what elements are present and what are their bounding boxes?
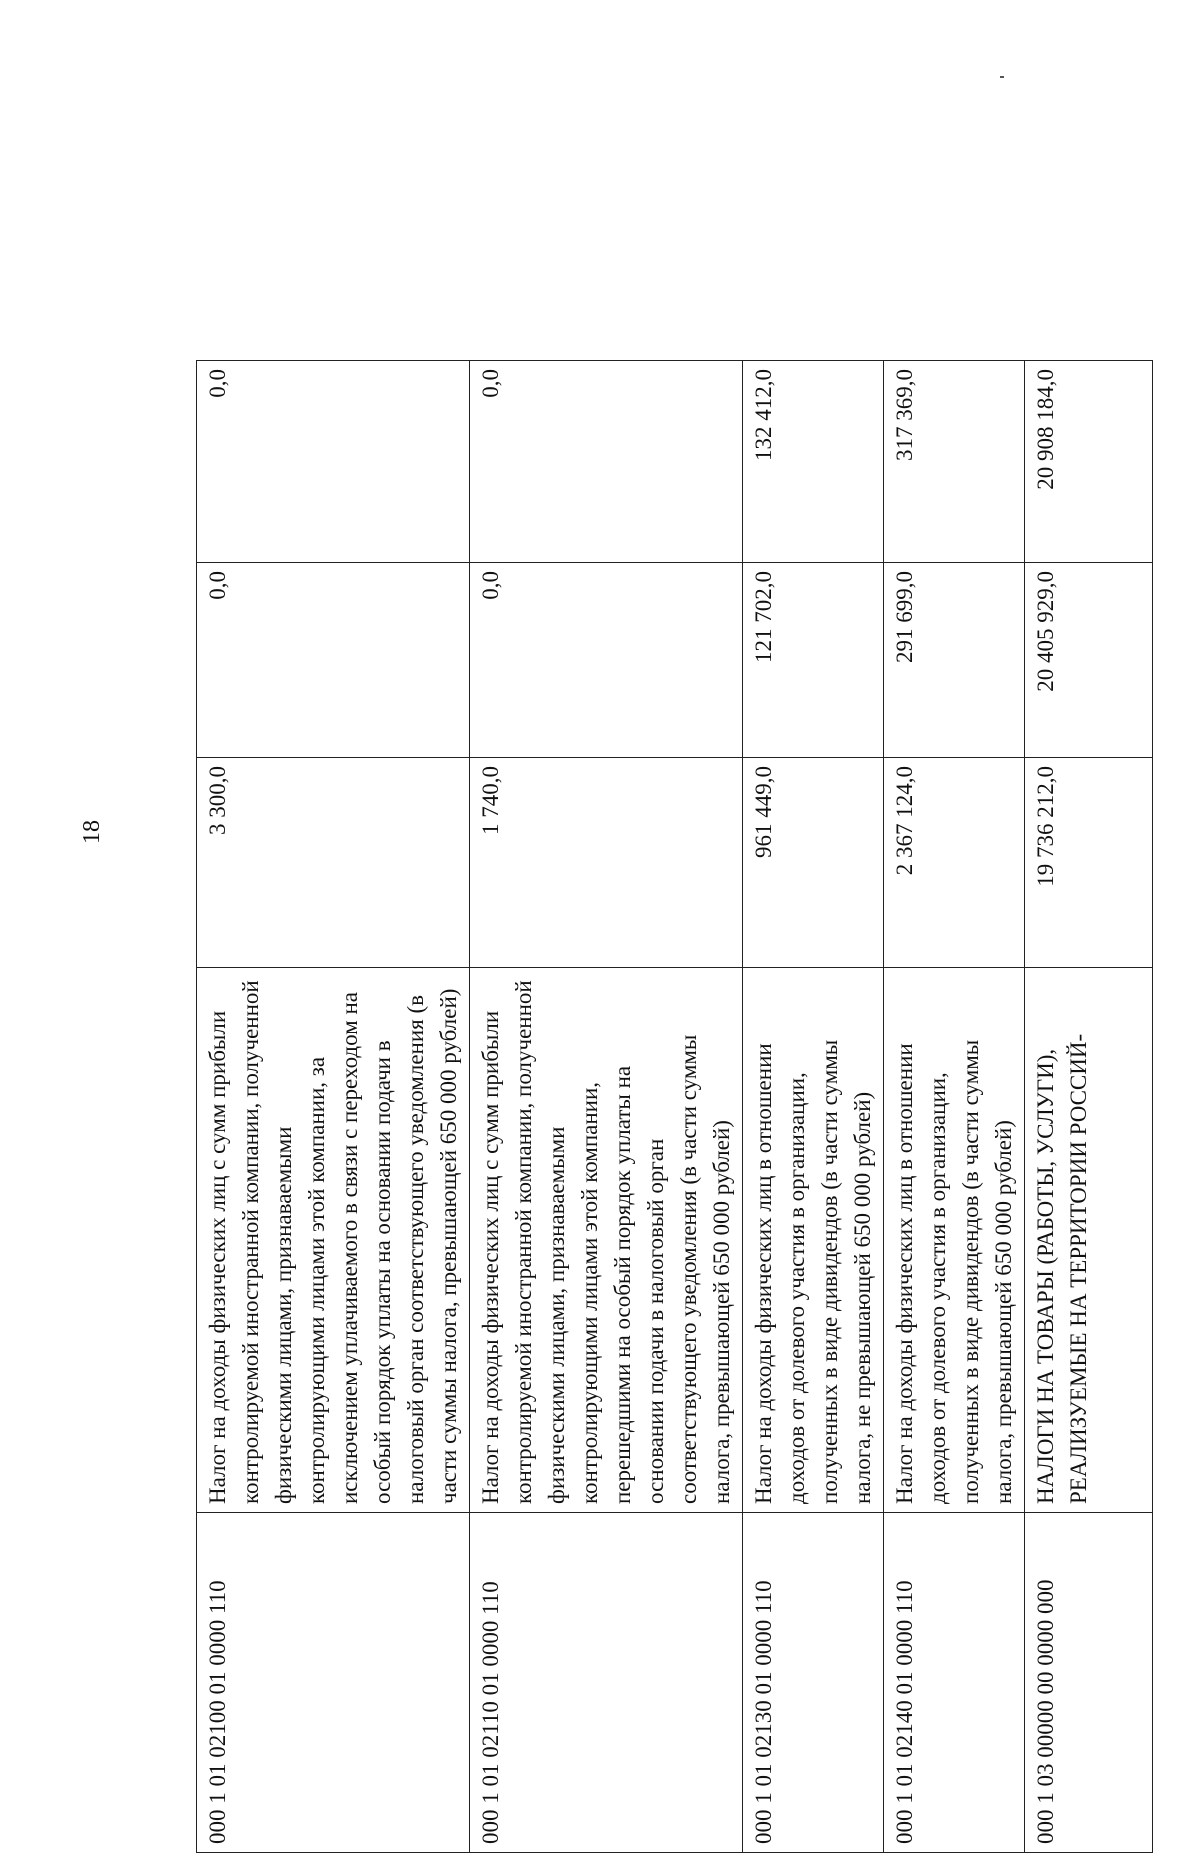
amount-cell-1: 3 300,0 bbox=[197, 758, 470, 968]
amount-cell-3: 0,0 bbox=[470, 361, 743, 563]
table-row bbox=[197, 361, 470, 1853]
amount-cell-3: 20 908 184,0 bbox=[1025, 361, 1153, 563]
amount-cell-3: 317 369,0 bbox=[884, 361, 1025, 563]
scan-speck bbox=[1000, 76, 1004, 78]
amount-cell-2: 0,0 bbox=[197, 563, 470, 758]
amount-cell-2: 121 702,0 bbox=[743, 563, 884, 758]
revenue-name-cell: Налог на доходы физических лиц с сумм прибыли контролируемой иностранной компании, полученной физическими лицами, признаваемыми контролирующими лицами этой компании, за исключением уплачиваемого в связи с переходом на особый порядок уплаты на основании подачи в налоговый орган соответствующего уведомления (в части суммы налога, превышающей 650 000 рублей) bbox=[197, 968, 470, 1513]
amount-cell-1: 1 740,0 bbox=[470, 758, 743, 968]
revenue-name-cell: Налог на доходы физических лиц с сумм прибыли контролируемой иностранной компании, полученной физическими лицами, признаваемыми контролирующими лицами этой компании, перешедшими на особый порядок уплаты на основании подачи в налоговый орган соответствующего уведомления (в части суммы налога, превышающей 650 000 рублей) bbox=[470, 968, 743, 1513]
budget-code-cell: 000 1 01 02140 01 0000 110 bbox=[884, 1513, 1025, 1853]
table-row bbox=[743, 361, 884, 1853]
amount-cell-2: 291 699,0 bbox=[884, 563, 1025, 758]
amount-cell-3: 0,0 bbox=[197, 361, 470, 563]
budget-code-cell: 000 1 01 02110 01 0000 110 bbox=[470, 1513, 743, 1853]
rotated-table-container bbox=[196, 361, 1110, 1853]
budget-revenue-table bbox=[196, 360, 1153, 1853]
amount-cell-2: 0,0 bbox=[470, 563, 743, 758]
revenue-name-cell: НАЛОГИ НА ТОВАРЫ (РАБОТЫ, УСЛУГИ), РЕАЛИЗУЕМЫЕ НА ТЕРРИТОРИИ РОССИЙ- bbox=[1025, 968, 1153, 1513]
amount-cell-1: 961 449,0 bbox=[743, 758, 884, 968]
amount-cell-1: 19 736 212,0 bbox=[1025, 758, 1153, 968]
revenue-name-cell: Налог на доходы физических лиц в отношении доходов от долевого участия в организации, полученных в виде дивидендов (в части суммы налога, превышающей 650 000 рублей) bbox=[884, 968, 1025, 1513]
amount-cell-3: 132 412,0 bbox=[743, 361, 884, 563]
budget-code-cell: 000 1 03 00000 00 0000 000 bbox=[1025, 1513, 1153, 1853]
amount-cell-1: 2 367 124,0 bbox=[884, 758, 1025, 968]
table-row bbox=[470, 361, 743, 1853]
budget-code-cell: 000 1 01 02130 01 0000 110 bbox=[743, 1513, 884, 1853]
table-row bbox=[1025, 361, 1153, 1853]
amount-cell-2: 20 405 929,0 bbox=[1025, 563, 1153, 758]
table-row bbox=[884, 361, 1025, 1853]
page-number: 18 bbox=[79, 820, 105, 844]
revenue-name-cell: Налог на доходы физических лиц в отношении доходов от долевого участия в организации, полученных в виде дивидендов (в части суммы налога, не превышающей 650 000 рублей) bbox=[743, 968, 884, 1513]
budget-code-cell: 000 1 01 02100 01 0000 110 bbox=[197, 1513, 470, 1853]
